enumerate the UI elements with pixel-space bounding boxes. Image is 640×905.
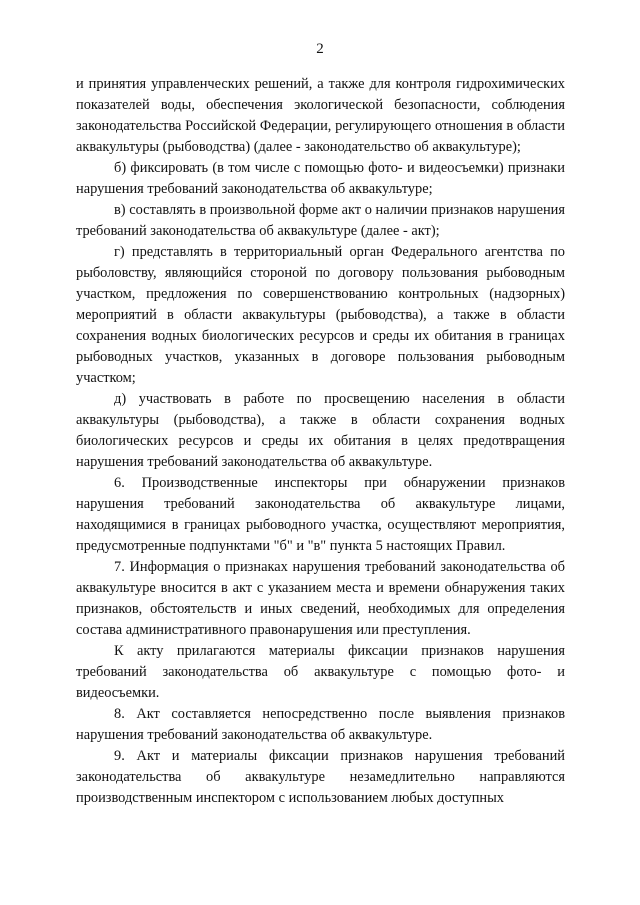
paragraph-subitem-v: в) составлять в произвольной форме акт о наличии признаков нарушения требований законодательства об аквакультуре (далее - акт); (76, 202, 565, 239)
paragraph-item-8: 8. Акт составляется непосредственно после выявления признаков нарушения требований законодательства об аквакультуре. (76, 706, 565, 743)
paragraph-item-7-attachment: К акту прилагаются материалы фиксации признаков нарушения требований законодательства об аквакультуре с помощью фото- и видеосъемки. (76, 643, 565, 701)
paragraph-item-7: 7. Информация о признаках нарушения требований законодательства об аквакультуре вносится в акт с указанием места и времени обнаружения таких признаков, обстоятельств и иных сведений, необходимых для определения состава административного правонарушения или преступления. (76, 559, 565, 638)
paragraph-subitem-g: г) представлять в территориальный орган Федерального агентства по рыболовству, являющийся стороной по договору пользования рыбоводным участком, предложения по совершенствованию контрольных (надзорных) мероприятий в области аквакультуры (рыбоводства), а также в области сохранения водных биологических ресурсов и среды их обитания в границах рыбоводных участков, указанных в договоре пользования рыбоводным участком; (76, 244, 565, 386)
page-number: 2 (316, 41, 324, 57)
paragraph-subitem-b: б) фиксировать (в том числе с помощью фото- и видеосъемки) признаки нарушения требований законодательства об аквакультуре; (76, 160, 565, 197)
paragraph-item-6: 6. Производственные инспекторы при обнаружении признаков нарушения требований законодательства об аквакультуре лицами, находящимися в границах рыбоводного участка, осуществляют мероприятия, предусмотренные подпунктами "б" и "в" пункта 5 настоящих Правил. (76, 475, 565, 554)
paragraph-continuation-intro: и принятия управленческих решений, а также для контроля гидрохимических показателей воды, обеспечения экологической безопасности, соблюдения законодательства Российской Федерации, регулирующего отношения в области аквакультуры (рыбоводства) (далее - законодательство об аквакультуре); (76, 76, 565, 155)
document-body (76, 74, 565, 809)
paragraph-item-9: 9. Акт и материалы фиксации признаков нарушения требований законодательства об аквакультуре незамедлительно направляются производственным инспектором с использованием любых доступных (76, 748, 565, 806)
paragraph-subitem-d: д) участвовать в работе по просвещению населения в области аквакультуры (рыбоводства), а также в области сохранения водных биологических ресурсов и среды их обитания в целях предотвращения нарушения требований законодательства об аквакультуре. (76, 391, 565, 470)
